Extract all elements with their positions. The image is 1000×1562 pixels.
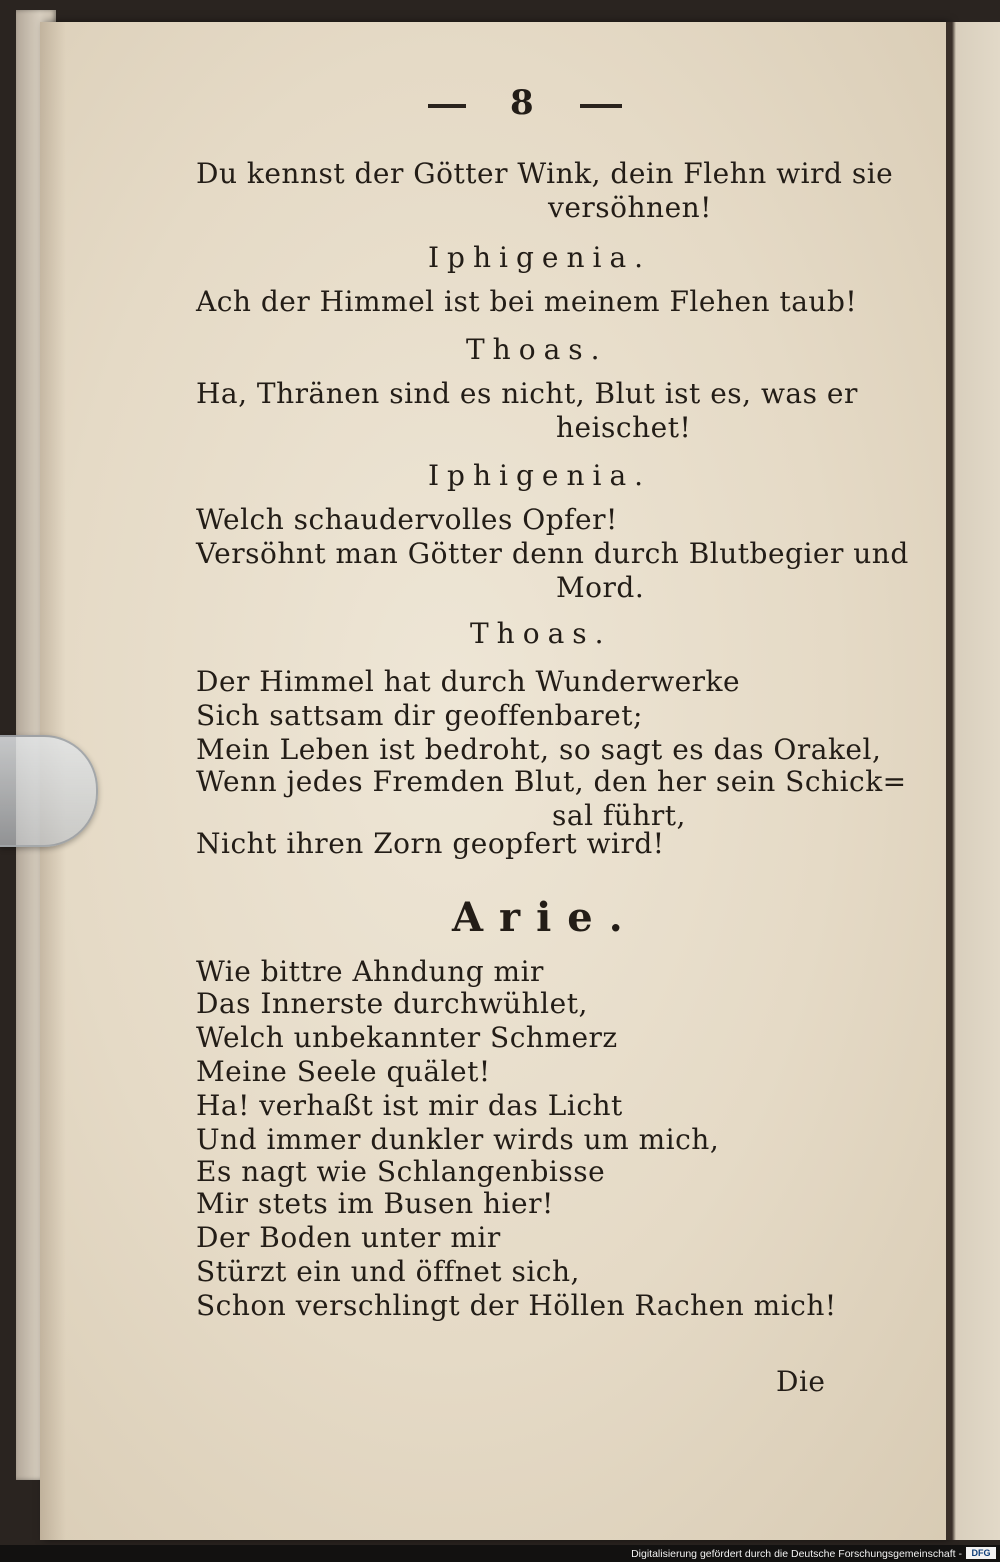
facing-page-edge [946, 22, 1000, 1540]
text-line: Stürzt ein und öffnet sich, [196, 1255, 580, 1288]
text-line: Schon verschlingt der Höllen Rachen mich! [196, 1289, 837, 1322]
text-line: Meine Seele quälet! [196, 1055, 491, 1088]
text-line: Nicht ihren Zorn geopfert wird! [196, 827, 665, 860]
text-line: Welch schaudervolles Opfer! [196, 503, 618, 536]
text-line: Und immer dunkler wirds um mich, [196, 1123, 720, 1156]
page-number-dash-left [428, 104, 466, 108]
text-line: Welch unbekannter Schmerz [196, 1021, 618, 1054]
text-line: Sich sattsam dir geoffenbaret; [196, 699, 643, 732]
text-line: Mein Leben ist bedroht, so sagt es das Orakel, [196, 733, 882, 766]
text-line: sal führt, [552, 799, 686, 832]
speaker-name: Iphigenia. [428, 459, 652, 492]
text-line: Wie bittre Ahndung mir [196, 955, 544, 988]
text-line: Der Himmel hat durch Wunderwerke [196, 665, 741, 698]
catchword: Die [776, 1365, 826, 1398]
text-line: Versöhnt man Götter denn durch Blutbegier und [196, 537, 909, 570]
speaker-name: Thoas. [466, 333, 608, 366]
page-number: 8 [510, 83, 535, 123]
text-line: Es nagt wie Schlangenbisse [196, 1155, 606, 1188]
speaker-name: Thoas. [470, 617, 612, 650]
text-line: Ha, Thränen sind es nicht, Blut ist es, was er [196, 377, 858, 410]
text-line: versöhnen! [548, 191, 712, 224]
page-number-dash-right [580, 104, 622, 108]
text-line: Du kennst der Götter Wink, dein Flehn wird sie [196, 157, 894, 190]
bleed-through-1 [360, 198, 400, 200]
speaker-name: Iphigenia. [428, 241, 652, 274]
funding-notice: Digitalisierung gefördert durch die Deutsche Forschungsgemeinschaft - [631, 1548, 962, 1560]
text-line: Ach der Himmel ist bei meinem Flehen taub! [196, 285, 858, 318]
section-heading: Arie. [452, 894, 639, 941]
text-line: Mord. [556, 571, 645, 604]
text-line: Das Innerste durchwühlet, [196, 987, 588, 1020]
text-line: Ha! verhaßt ist mir das Licht [196, 1089, 623, 1122]
text-line: Mir stets im Busen hier! [196, 1187, 554, 1220]
text-line: Der Boden unter mir [196, 1221, 501, 1254]
text-line: heischet! [556, 411, 692, 444]
dfg-logo: DFG [966, 1547, 996, 1559]
text-line: Wenn jedes Fremden Blut, den her sein Schick= [196, 765, 907, 798]
